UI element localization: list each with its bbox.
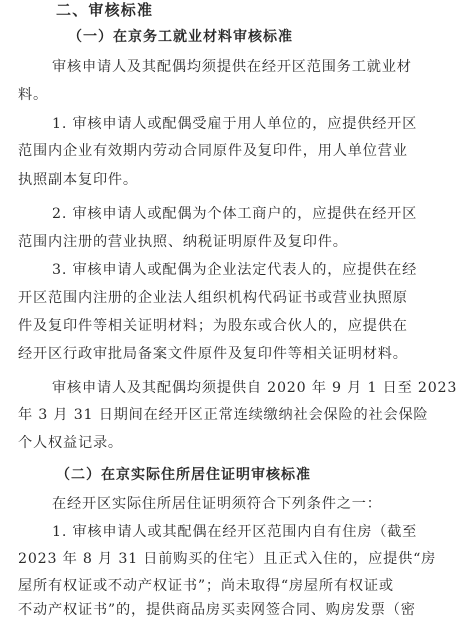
paragraph-line: 范围内企业有效期内劳动合同原件及复印件，用人单位营业 <box>18 143 408 159</box>
paragraph-line: 1. 审核申请人或其配偶在经开区范围内自有住房（截至 <box>52 524 418 540</box>
subsection-heading: （一）在京务工就业材料审核标准 <box>68 29 293 45</box>
paragraph-line: 2. 审核申请人或配偶为个体工商户的，应提供在经开区 <box>52 206 418 222</box>
paragraph-line: 经开区行政审批局备案文件原件及复印件等相关证明材料。 <box>18 346 408 362</box>
subsection-heading: （二）在京实际住所居住证明审核标准 <box>56 467 311 483</box>
paragraph-line: 件及复印件等相关证明材料；为股东或合伙人的，应提供在 <box>18 318 408 334</box>
paragraph-line: 范围内注册的营业执照、纳税证明原件及复印件。 <box>18 234 348 250</box>
paragraph-line: 3. 审核申请人或配偶为企业法定代表人的，应提供在经 <box>52 262 418 278</box>
paragraph-line: 在经开区实际住所居住证明须符合下列条件之一： <box>52 496 382 512</box>
paragraph-line: 屋所有权证或不动产权证书”；尚未取得“房屋所有权证或 <box>18 578 394 594</box>
paragraph-line: 料。 <box>18 87 48 103</box>
paragraph-line: 开区范围内注册的企业法人组织机构代码证书或营业执照原 <box>18 290 408 306</box>
paragraph-line: 不动产权证书”的，提供商品房买卖网签合同、购房发票（密 <box>18 602 416 618</box>
paragraph-line: 个人权益记录。 <box>18 435 123 451</box>
paragraph-line: 审核申请人及其配偶均须提供在经开区范围务工就业材 <box>52 59 412 75</box>
paragraph-line: 年 3 月 31 日期间在经开区正常连续缴纳社会保险的社会保险 <box>18 407 429 423</box>
paragraph-line: 1. 审核申请人或配偶受雇于用人单位的，应提供经开区 <box>52 116 418 132</box>
section-heading: 二、审核标准 <box>56 1 154 19</box>
paragraph-line: 审核申请人及其配偶均须提供自 2020 年 9 月 1 日至 2023 <box>52 380 458 396</box>
paragraph-line: 2023 年 8 月 31 日前购买的住宅）且正式入住的，应提供“房 <box>18 551 437 567</box>
paragraph-line: 执照副本复印件。 <box>18 172 138 188</box>
